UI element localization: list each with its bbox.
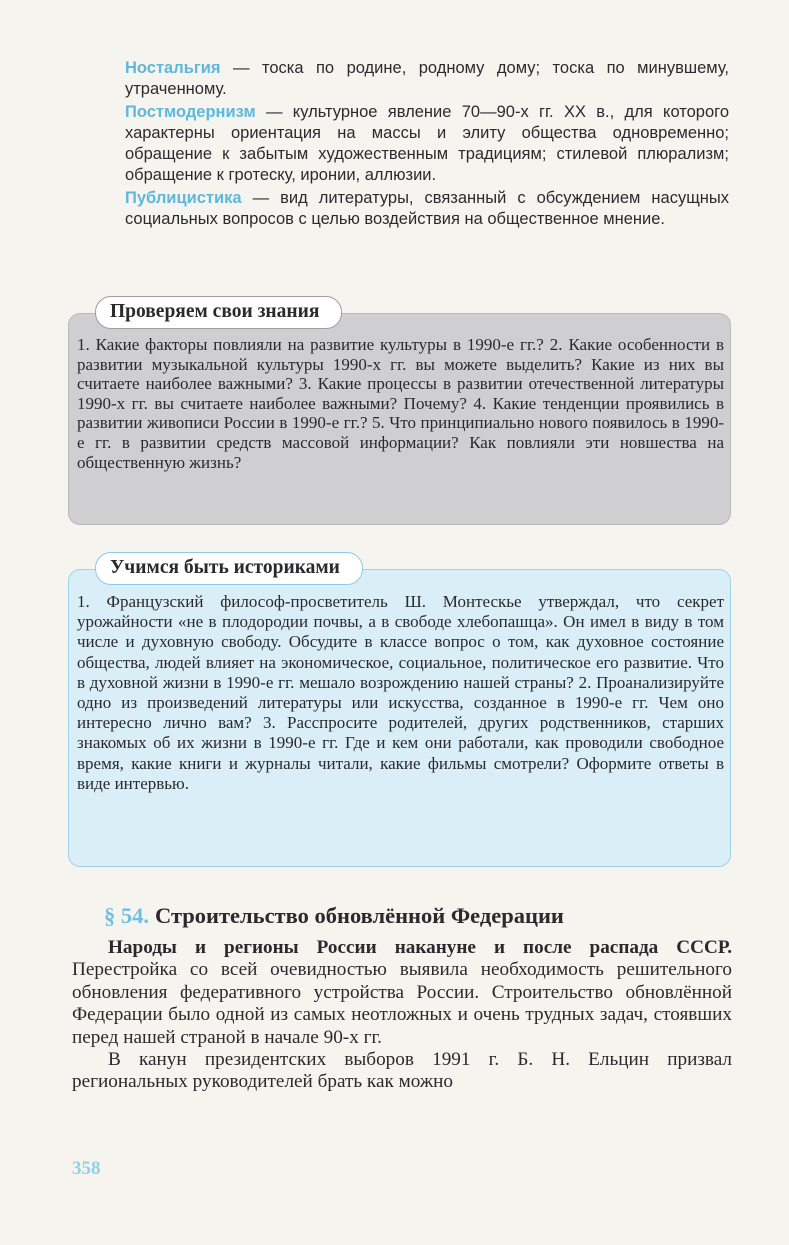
section-title: Строительство обновлённой Федерации (155, 903, 564, 928)
glossary-definition: — вид литературы, связанный с обсуждением насущных социальных вопросов с целью воздействия на общественное мнение. (125, 189, 729, 228)
glossary-entry (125, 58, 729, 100)
glossary-term: Публицистика (125, 189, 242, 207)
historians-box (68, 557, 731, 867)
section-paragraph (72, 937, 732, 1049)
check-knowledge-box (68, 301, 731, 525)
glossary-entry (125, 102, 729, 186)
section-number: § 54. (104, 903, 149, 928)
paragraph-lead: Народы и регионы России накануне и после распада СССР. (108, 937, 732, 958)
glossary-term: Ностальгия (125, 59, 221, 77)
section-paragraph: В канун президентских выборов 1991 г. Б. Н. Ельцин призвал региональных руководителей брать как можно (72, 1049, 732, 1093)
historians-title: Учимся быть историками (95, 552, 363, 585)
glossary (125, 58, 729, 232)
historians-tasks: 1. Французский философ-просветитель Ш. Монтескье утверждал, что секрет урожайности «не в плодородии почвы, а в свободе хлебопашца». Он имел в виду в том числе и духовную свободу. Обсудите в классе вопрос о том, как духовное состояние общества, людей влияет на экономическое, социальное, политическое его развитие. Что в духовной жизни в 1990-е гг. мешало возрождению нашей страны? 2. Проанализируйте одно из произведений литературы или искусства, созданное в 1990-е гг. Чем оно интересно лично вам? 3. Расспросите родителей, других родственников, старших знакомых об их жизни в 1990-е гг. Где и кем они работали, как проводили свободное время, какие книги и журналы читали, какие фильмы смотрели? Оформите ответы в виде интервью. (77, 592, 724, 793)
glossary-definition: — культурное явление 70—90-х гг. XX в., для которого характерны ориентация на массы и элиту общества одновременно; обращение к забытым художественным традициям; стилевой плюрализм; обращение к гротеску, иронии, аллюзии. (125, 103, 729, 184)
section-heading (104, 902, 734, 930)
check-knowledge-questions: 1. Какие факторы повлияли на развитие культуры в 1990-е гг.? 2. Какие особенности в развитии музыкальной культуры 1990-х гг. вы можете выделить? Какие из них вы считаете наиболее важными? 3. Какие процессы в развитии отечественной литературы 1990-х гг. вы считаете наиболее важными? Почему? 4. Какие тенденции проявились в развитии живописи России в 1990-е гг.? 5. Что принципиально нового появилось в 1990-е гг. в развитии средств массовой информации? Как повлияли эти новшества на общественную жизнь? (77, 335, 724, 472)
paragraph-text: Перестройка со всей очевидностью выявила необходимость решительного обновления федеративного устройства России. Строительство обновлённой Федерации было одной из самых неотложных и очень трудных задач, стоявших перед нашей страной в начале 90-х гг. (72, 959, 732, 1048)
page-number: 358 (72, 1158, 101, 1179)
glossary-term: Постмодернизм (125, 103, 256, 121)
section-body (72, 937, 732, 1094)
check-knowledge-title: Проверяем свои знания (95, 296, 342, 329)
glossary-definition: — тоска по родине, родному дому; тоска по минувшему, утраченному. (125, 59, 729, 98)
glossary-entry (125, 188, 729, 230)
